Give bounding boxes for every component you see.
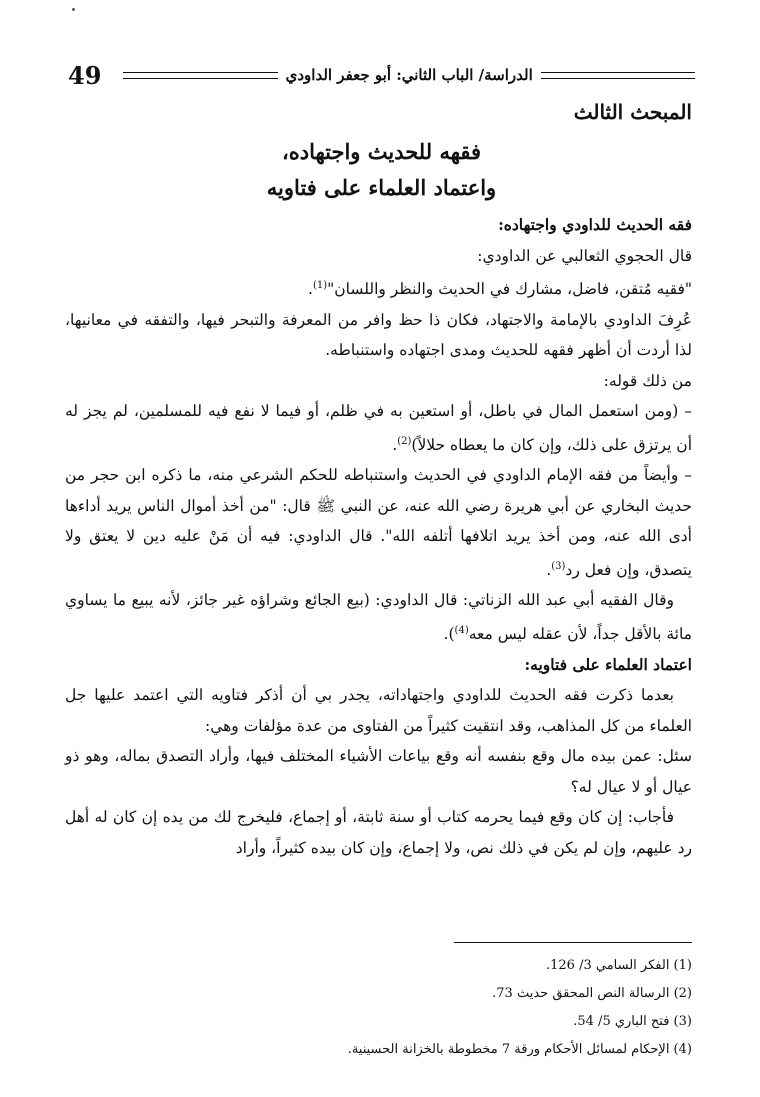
scan-speck: [72, 8, 75, 11]
running-title: الدراسة/ الباب الثاني: أبو جعفر الداودي: [285, 66, 533, 84]
paragraph-text: بعدما ذكرت فقه الحديث للداودي واجتهاداته، يجدر بي أن أذكر فتاويه التي اعتمد عليها جل العلماء من كل المذاهب، وقد انتقيت كثيراً من الفتاوى من عدة مؤلفات وهي:: [65, 686, 692, 735]
paragraph-text: – (ومن استعمل المال في باطل، أو استعين به في ظلم، أو فيما لا نفع فيه للمسلمين، لم يجز له أن يرتزق على ذلك، وإن كان ما يعطاه حلالاً): [65, 402, 692, 454]
footnote-item: (4) الإحكام لمسائل الأحكام ورقة 7 مخطوطة بالخزانة الحسينية.: [347, 1042, 692, 1057]
body-paragraph: [65, 741, 692, 802]
body-paragraph: [65, 680, 692, 741]
running-header: [68, 60, 695, 90]
body-paragraph: [65, 396, 692, 460]
paragraph-tail: .: [392, 435, 398, 454]
paragraph-text: من ذلك قوله:: [603, 371, 692, 390]
body-paragraph: [65, 585, 692, 649]
paragraph-tail: .: [308, 280, 313, 299]
chapter-title-line-1: فقهه للحديث واجتهاده،: [281, 139, 482, 164]
subheading: [65, 210, 692, 241]
header-rule-left: [123, 72, 277, 79]
body-paragraph: [65, 271, 692, 305]
paragraph-text: وقال الفقيه أبي عبد الله الزناتي: قال الداودي: (بيع الجائع وشراؤه غير جائز، لأنه يبيع ما يساوي مائة بالأقل جداً، لأن عقله ليس معه: [65, 591, 692, 644]
section-heading: المبحث الثالث: [573, 100, 692, 124]
paragraph-text: – وأيضاً من فقه الإمام الداودي في الحديث واستنباطه للحكم الشرعي منه، ما ذكره ابن حجر من حديث البخاري عن أبي هريرة رضي الله عنه، عن النبي ﷺ قال: "من أخذ أموال الناس يريد أداءها أدى الله عنه، ومن أخذ يريد اتلافها أتلفه الله". قال الداودي: فيه أن مَنْ عليه دين لا يعتق ولا يتصدق، وإن فعل رد: [65, 466, 692, 579]
paragraph-text: "فقيه مُتقن، فاضل، مشارك في الحديث والنظر واللسان": [327, 280, 692, 299]
paragraph-tail: ).: [443, 625, 455, 644]
paragraph-text: فقه الحديث للداودي واجتهاده:: [498, 215, 692, 234]
paragraph-text: فأجاب: إن كان وقع فيما يحرمه كتاب أو سنة ثابتة، أو إجماع، فليخرج لك من يده إن كان له أهل رد عليهم، وإن لم يكن في ذلك نص، ولا إجماع، وإن كان بيده كثيراً، وأراد: [65, 808, 692, 857]
footnote-marker[interactable]: (3): [551, 560, 566, 572]
body-paragraph: [65, 366, 692, 397]
footnote-marker[interactable]: (2): [397, 435, 412, 447]
footnote-marker[interactable]: (1): [312, 280, 328, 291]
header-rule-right: [541, 72, 695, 79]
paragraph-text: سئل: عمن بيده مال وقع بنفسه أنه وقع بياعات الأشياء المختلف فيها، وأراد التصدق بماله، وهو ذو عيال أو لا عيال له؟: [65, 747, 692, 796]
subheading: [65, 650, 692, 681]
paragraph-text: عُرِفَ الداودي بالإمامة والاجتهاد، فكان ذا حظ وافر من المعرفة والتبحر فيها، والتفقه في معانيها، لذا أردت أن أظهر فقهه للحديث ومدى اجتهاده واستنباطه.: [65, 310, 692, 360]
body-paragraph: [65, 305, 692, 366]
body-paragraph: [65, 802, 692, 863]
footnote-item: (2) الرسالة النص المحقق حديث 73.: [492, 986, 692, 1001]
footnote-item: (3) فتح الباري 5/ 54.: [573, 1014, 692, 1029]
paragraph-text: اعتماد العلماء على فتاويه:: [524, 654, 692, 674]
body-text: [65, 210, 692, 863]
body-paragraph: [65, 241, 692, 272]
body-paragraph: [65, 460, 692, 585]
footnote-item: (1) الفكر السامي 3/ 126.: [545, 958, 692, 973]
page-number: 49: [68, 60, 102, 90]
chapter-title: [68, 134, 695, 206]
footnote-marker[interactable]: (4): [454, 624, 469, 636]
footnotes: [65, 952, 692, 1064]
chapter-title-line-2: واعتماد العلماء على فتاويه: [266, 175, 497, 200]
paragraph-tail: .: [546, 560, 552, 579]
paragraph-text: قال الحجوي الثعالبي عن الداودي:: [477, 246, 692, 265]
footnote-separator: [454, 942, 692, 943]
